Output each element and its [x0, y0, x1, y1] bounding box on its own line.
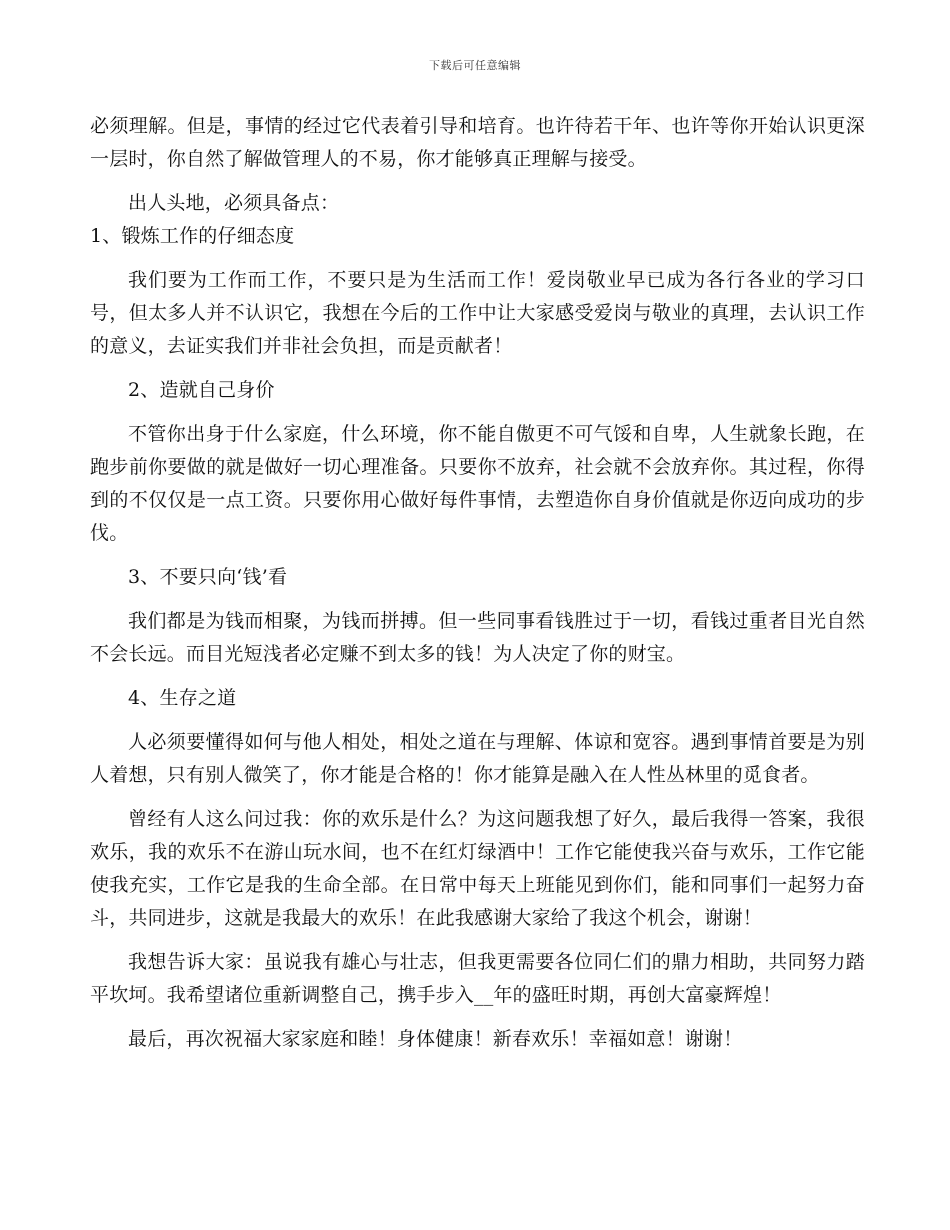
paragraph-closing: 最后，再次祝福大家家庭和睦！身体健康！新春欢乐！幸福如意！谢谢！	[128, 1028, 743, 1050]
paragraph-point-3: 我们都是为钱而相聚，为钱而拼搏。但一些同事看钱胜过于一切，看钱过重者目光自然不会长远。而目光短浅者必定赚不到太多的钱！为人决定了你的财宝。	[90, 610, 865, 665]
paragraph-point-4: 人必须要懂得如何与他人相处，相处之道在与理解、体谅和宽容。遇到事情首要是为别人着想，只有别人微笑了，你才能是合格的！你才能算是融入在人性丛林里的觅食者。	[90, 731, 865, 786]
paragraph-happiness: 曾经有人这么问过我：你的欢乐是什么？为这问题我想了好久，最后我得一答案，我很欢乐，我的欢乐不在游山玩水间，也不在红灯绿酒中！工作它能使我兴奋与欢乐，工作它能使我充实，工作它是我的生命全部。在日常中每天上班能见到你们，能和同事们一起努力奋斗，共同进步，这就是我最大的欢乐！在此我感谢大家给了我这个机会，谢谢！	[90, 808, 865, 929]
paragraph-lead: 出人头地，必须具备点：	[128, 192, 340, 214]
page-header-note: 下载后可任意编辑	[429, 59, 521, 72]
paragraph-point-2: 不管你出身于什么家庭，什么环境，你不能自傲更不可气馁和自卑，人生就象长跑，在跑步前你要做的就是做好一切心理准备。只要你不放弃，社会就不会放弃你。其过程，你得到的不仅仅是一点工资。只要你用心做好每件事情，去塑造你自身价值就是你迈向成功的步伐。	[90, 423, 865, 544]
heading-point-1: 1、锻炼工作的仔细态度	[90, 225, 295, 247]
heading-point-3: 3、不要只向‘钱’看	[128, 566, 288, 588]
paragraph-intro: 必须理解。但是，事情的经过它代表着引导和培育。也许待若干年、也许等你开始认识更深一层时，你自然了解做管理人的不易，你才能够真正理解与接受。	[90, 115, 865, 170]
heading-point-2: 2、造就自己身价	[128, 379, 275, 401]
paragraph-appeal: 我想告诉大家：虽说我有雄心与壮志，但我更需要各位同仁们的鼎力相助，共同努力踏平坎坷。我希望诸位重新调整自己，携手步入__年的盛旺时期，再创大富豪辉煌！	[90, 951, 865, 1006]
heading-point-4: 4、生存之道	[128, 687, 237, 709]
paragraph-point-1: 我们要为工作而工作，不要只是为生活而工作！爱岗敬业早已成为各行各业的学习口号，但太多人并不认识它，我想在今后的工作中让大家感受爱岗与敬业的真理，去认识工作的意义，去证实我们并非社会负担，而是贡献者！	[90, 269, 865, 357]
document-body	[90, 110, 865, 1056]
